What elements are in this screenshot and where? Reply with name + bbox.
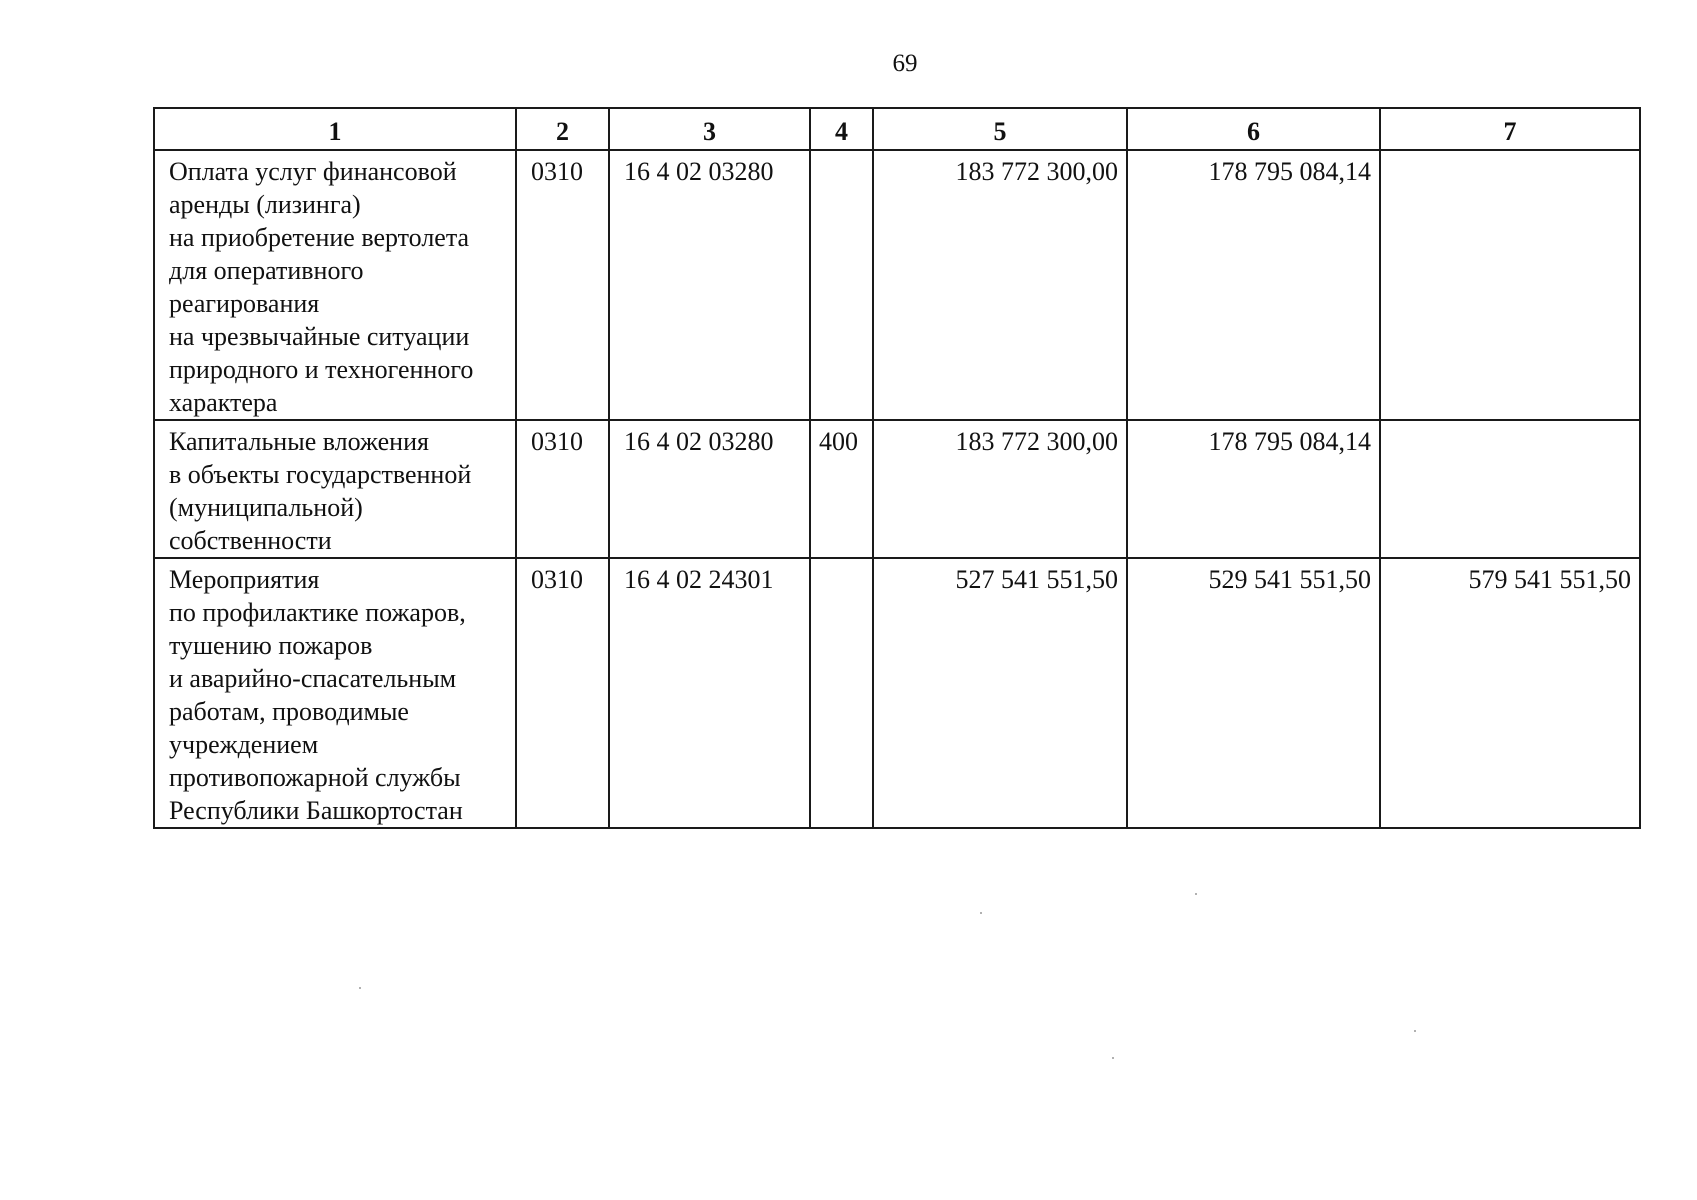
column-header-4: 4 [810, 108, 873, 150]
row-name-line: собственности [169, 526, 332, 555]
amount-7-cell [1380, 420, 1640, 558]
row-name-line: на приобретение вертолета [169, 223, 470, 252]
row-name-line: Капитальные вложения [169, 427, 429, 456]
column-header-1: 1 [154, 108, 516, 150]
target-code-cell: 16 4 02 03280 [609, 420, 810, 558]
table-row [154, 150, 1640, 420]
row-name-line: и аварийно-спасательным [169, 664, 457, 693]
row-name-cell [154, 558, 516, 828]
expense-type-cell: 400 [810, 420, 873, 558]
expense-type-cell [810, 150, 873, 420]
row-name-line: аренды (лизинга) [169, 190, 361, 219]
section-code-cell: 0310 [516, 150, 609, 420]
table-row [154, 558, 1640, 828]
amount-6-cell: 529 541 551,50 [1127, 558, 1380, 828]
amount-7-cell: 579 541 551,50 [1380, 558, 1640, 828]
amount-5-cell: 183 772 300,00 [873, 150, 1127, 420]
row-name-line: характера [169, 388, 278, 417]
column-header-3: 3 [609, 108, 810, 150]
table-row [154, 420, 1640, 558]
header-row [154, 108, 1640, 150]
row-name-line: природного и техногенного [169, 355, 474, 384]
section-code-cell: 0310 [516, 420, 609, 558]
row-name-line: Республики Башкортостан [169, 796, 463, 825]
column-header-2: 2 [516, 108, 609, 150]
row-name-cell [154, 150, 516, 420]
scan-speck [1195, 893, 1197, 895]
target-code-cell: 16 4 02 03280 [609, 150, 810, 420]
row-name-line: реагирования [169, 289, 320, 318]
row-name-line: на чрезвычайные ситуации [169, 322, 470, 351]
row-name-line: тушению пожаров [169, 631, 373, 660]
target-code-cell: 16 4 02 24301 [609, 558, 810, 828]
row-name-line: учреждением [169, 730, 319, 759]
row-name-line: Мероприятия [169, 565, 320, 594]
amount-5-cell: 183 772 300,00 [873, 420, 1127, 558]
expense-type-cell [810, 558, 873, 828]
amount-6-cell: 178 795 084,14 [1127, 150, 1380, 420]
column-header-6: 6 [1127, 108, 1380, 150]
row-name-line: противопожарной службы [169, 763, 461, 792]
row-name-line: по профилактике пожаров, [169, 598, 466, 627]
row-name-line: для оперативного [169, 256, 364, 285]
scan-speck [1112, 1057, 1114, 1059]
amount-6-cell: 178 795 084,14 [1127, 420, 1380, 558]
row-name-cell [154, 420, 516, 558]
row-name-line: работам, проводимые [169, 697, 409, 726]
column-header-7: 7 [1380, 108, 1640, 150]
page-number: 69 [892, 50, 918, 77]
scan-speck [1414, 1030, 1416, 1032]
row-name-line: (муниципальной) [169, 493, 363, 522]
row-name-line: в объекты государственной [169, 460, 472, 489]
scan-speck [980, 912, 982, 914]
column-header-5: 5 [873, 108, 1127, 150]
section-code-cell: 0310 [516, 558, 609, 828]
amount-5-cell: 527 541 551,50 [873, 558, 1127, 828]
row-name-line: Оплата услуг финансовой [169, 157, 457, 186]
budget-table [153, 107, 1641, 829]
scan-speck [359, 987, 361, 989]
amount-7-cell [1380, 150, 1640, 420]
